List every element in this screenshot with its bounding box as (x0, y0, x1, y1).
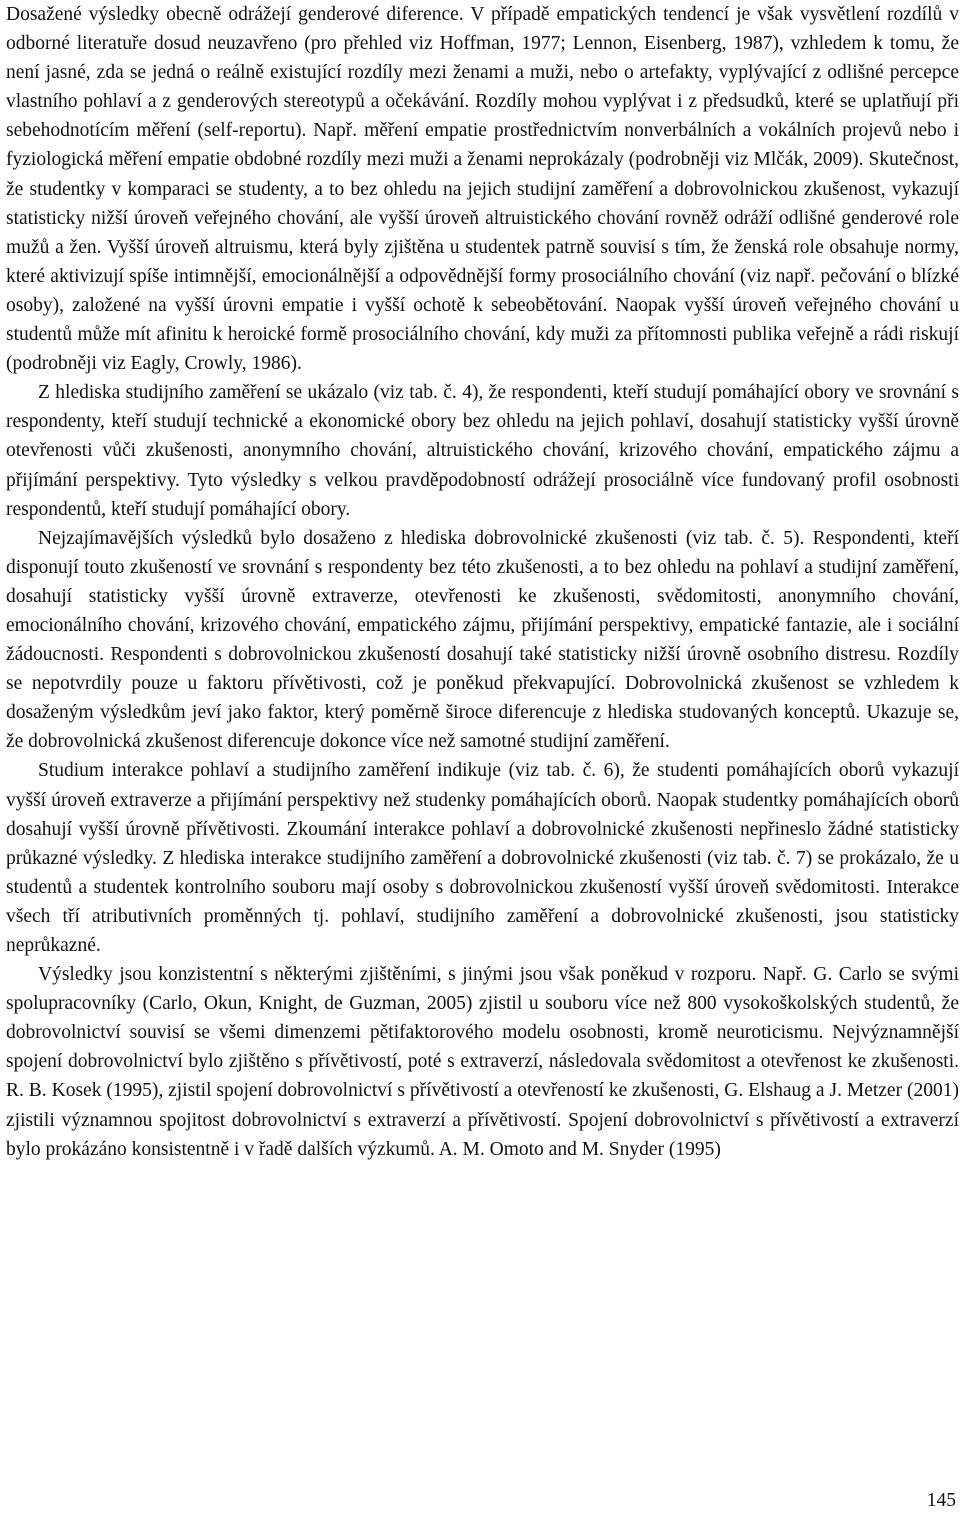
paragraph: Výsledky jsou konzistentní s některými zjištěními, s jinými jsou však poněkud v rozporu. Např. G. Carlo se svými spolupracovníky (Carlo, Okun, Knight, de Guzman, 2005) zjistil u souboru více než 800 vysokoškolských studentů, že dobrovolnictví souvisí se všemi dimenzemi pětifaktorového modelu osobnosti, kromě neuroticismu. Nejvýznamnější spojení dobrovolnictví bylo zjištěno s přívětivostí, poté s extraverzí, následovala svědomitost a otevřenost ke zkušenosti. R. B. Kosek (1995), zjistil spojení dobrovolnictví s přívětivostí a otevřeností ke zkušenosti, G. Elshaug a J. Metzer (2001) zjistili významnou spojitost dobrovolnictví s extraverzí a přívětivostí. Spojení dobrovolnictví s přívětivostí a extraverzí bylo prokázáno konsistentně i v řadě dalších výzkumů. A. M. Omoto and M. Snyder (1995) (6, 964, 959, 1160)
paragraph: Studium interakce pohlaví a studijního zaměření indikuje (viz tab. č. 6), že studenti pomáhajících oborů vykazují vyšší úroveň extraverze a přijímání perspektivy než studenky pomáhajících oborů. Naopak studentky pomáhajících oborů dosahují vyšší úrovně přívětivosti. Zkoumání interakce pohlaví a dobrovolnické zkušenosti nepřineslo žádné statisticky průkazné výsledky. Z hlediska interakce studijního zaměření a dobrovolnické zkušenosti (viz tab. č. 7) se prokázalo, že u studentů a studentek kontrolního souboru mají osoby s dobrovolnickou zkušeností vyšší úroveň svědomitosti. Interakce všech tří atributivních proměnných tj. pohlaví, studijního zaměření a dobrovolnické zkušenosti, jsou statisticky neprůkazné. (6, 760, 959, 956)
paragraph: Z hlediska studijního zaměření se ukázalo (viz tab. č. 4), že respondenti, kteří studují pomáhající obory ve srovnání s respondenty, kteří studují technické a ekonomické obory bez ohledu na jejich pohlaví, dosahují statisticky vyšší úrovně otevřenosti vůči zkušenosti, anonymního chování, altruistického chování, krizového chování, empatického zájmu a přijímání perspektivy. Tyto výsledky s velkou pravděpodobností odrážejí prosociálně více fundovaný profil osobnosti respondentů, kteří studují pomáhající obory. (6, 382, 959, 520)
document-body (6, 0, 959, 1164)
paragraph: Dosažené výsledky obecně odrážejí genderové diference. V případě empatických tendencí je však vysvětlení rozdílů v odborné literatuře dosud neuzavřeno (pro přehled viz Hoffman, 1977; Lennon, Eisenberg, 1987), vzhledem k tomu, že není jasné, zda se jedná o reálně existující rozdíly mezi ženami a muži, nebo o artefakty, vyplývající z odlišné percepce vlastního pohlaví a z genderových stereotypů a očekávání. Rozdíly mohou vyplývat i z předsudků, které se uplatňují při sebehodnotícím měření (self-reportu). Např. měření empatie prostřednictvím nonverbálních a vokálních projevů nebo i fyziologická měření empatie obdobné rozdíly mezi muži a ženami neprokázaly (podrobněji viz Mlčák, 2009). Skutečnost, že studentky v komparaci se studenty, a to bez ohledu na jejich studijní zaměření a dobrovolnickou zkušenost, vykazují statisticky nižší úroveň veřejného chování, ale vyšší úroveň altruistického chování rovněž odráží odlišné genderové role mužů a žen. Vyšší úroveň altruismu, která byly zjištěna u studentek patrně souvisí s tím, že ženská role obsahuje normy, které aktivizují spíše intimnější, emocionálnější a odpovědnější formy prosociálního chování (viz např. pečování o blízké osoby), založené na vyšší úrovni empatie i vyšší ochotě k sebeobětování. Naopak vyšší úroveň veřejného chování u studentů může mít afinitu k heroické formě prosociálního chování, kdy muži za přítomnosti publika veřejně a rádi riskují (podrobněji viz Eagly, Crowly, 1986). (6, 4, 959, 375)
paragraph: Nejzajímavějších výsledků bylo dosaženo z hlediska dobrovolnické zkušenosti (viz tab. č. 5). Respondenti, kteří disponují touto zkušeností ve srovnání s respondenty bez této zkušenosti, a to bez ohledu na pohlaví a studijní zaměření, dosahují statisticky vyšší úrovně extraverze, otevřenosti ke zkušenosti, svědomitosti, anonymního chování, emocionálního chování, krizového chování, empatického zájmu, přijímání perspektivy, empatické fantazie, ale i sociální žádoucnosti. Respondenti s dobrovolnickou zkušeností dosahují také statisticky nižší úrovně osobního distresu. Rozdíly se nepotvrdily pouze u faktoru přívětivosti, což je poněkud překvapující. Dobrovolnická zkušenost se vzhledem k dosaženým výsledkům jeví jako faktor, který poměrně široce diferencuje z hlediska studovaných konceptů. Ukazuje se, že dobrovolnická zkušenost diferencuje dokonce více než samotné studijní zaměření. (6, 527, 959, 753)
page-number: 145 (926, 1490, 956, 1511)
